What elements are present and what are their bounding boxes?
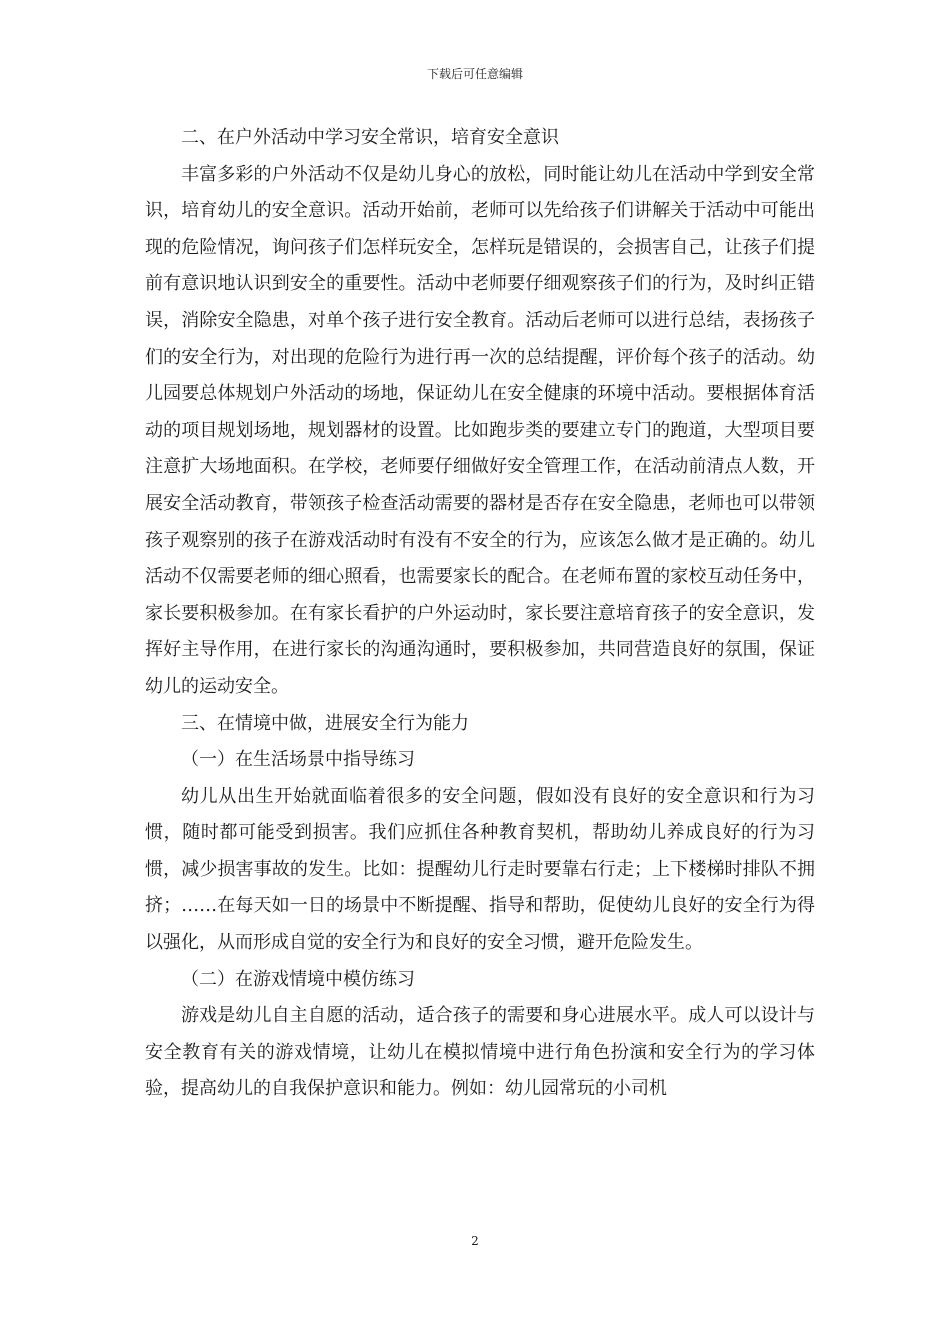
page-header: 下载后可任意编辑 — [426, 67, 523, 81]
document-body — [145, 120, 815, 1108]
section-heading: 二、在户外活动中学习安全常识，培育安全意识 — [181, 127, 559, 148]
subsection-heading: （一）在生活场景中指导练习 — [181, 749, 415, 771]
section-heading: 三、在情境中做，进展安全行为能力 — [181, 712, 469, 734]
body-paragraph: 幼儿从出生开始就面临着很多的安全问题，假如没有良好的安全意识和行为习惯，随时都可能受到损害。我们应抓住各种教育契机，帮助幼儿养成良好的行为习惯，减少损害事故的发生。比如：提醒幼儿行走时要靠右行走；上下楼梯时排队不拥挤；……在每天如一日的场景中不断提醒、指导和帮助，促使幼儿良好的安全行为得以强化，从而形成自觉的安全行为和良好的安全习惯，避开危险发生。 — [145, 785, 815, 954]
body-paragraph: 游戏是幼儿自主自愿的活动，适合孩子的需要和身心进展水平。成人可以设计与安全教育有关的游戏情境，让幼儿在模拟情境中进行角色扮演和安全行为的学习体验，提高幼儿的自我保护意识和能力。例如：幼儿园常玩的小司机 — [145, 1005, 815, 1100]
page-number: 2 — [471, 1234, 479, 1248]
subsection-heading: （二）在游戏情境中模仿练习 — [181, 968, 415, 990]
body-paragraph: 丰富多彩的户外活动不仅是幼儿身心的放松，同时能让幼儿在活动中学到安全常识，培育幼儿的安全意识。活动开始前，老师可以先给孩子们讲解关于活动中可能出现的危险情况，询问孩子们怎样玩安全，怎样玩是错误的，会损害自己，让孩子们提前有意识地认识到安全的重要性。活动中老师要仔细观察孩子们的行为，及时纠正错误，消除安全隐患，对单个孩子进行安全教育。活动后老师可以进行总结，表扬孩子们的安全行为，对出现的危险行为进行再一次的总结提醒，评价每个孩子的活动。幼儿园要总体规划户外活动的场地，保证幼儿在安全健康的环境中活动。要根据体育活动的项目规划场地，规划器材的设置。比如跑步类的要建立专门的跑道，大型项目要注意扩大场地面积。在学校，老师要仔细做好安全管理工作，在活动前清点人数，开展安全活动教育，带领孩子检查活动需要的器材是否存在安全隐患，老师也可以带领孩子观察别的孩子在游戏活动时有没有不安全的行为，应该怎么做才是正确的。幼儿活动不仅需要老师的细心照看，也需要家长的配合。在老师布置的家校互动任务中，家长要积极参加。在有家长看护的户外运动时，家长要注意培育孩子的安全意识，发挥好主导作用，在进行家长的沟通沟通时，要积极参加，共同营造良好的氛围，保证幼儿的运动安全。 — [145, 163, 815, 697]
